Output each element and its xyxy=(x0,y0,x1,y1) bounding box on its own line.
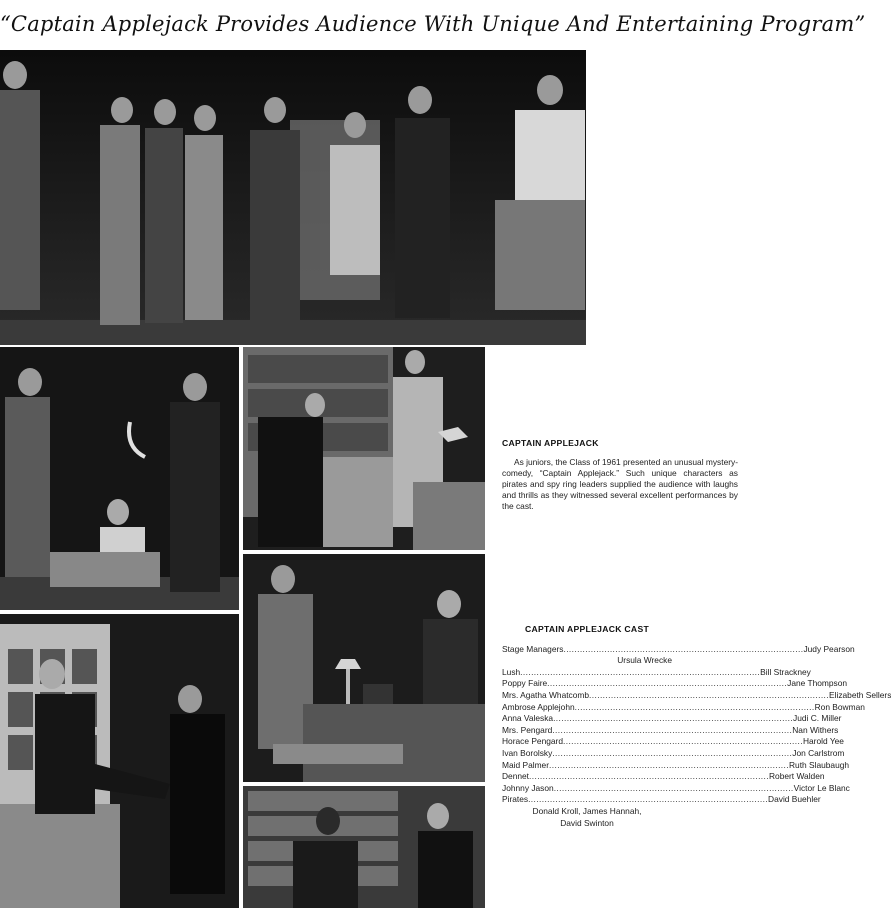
photo-bookshelf-scene xyxy=(243,786,485,908)
cast-row: Stage Managers ..... Judy Pearson xyxy=(502,644,672,656)
cast-row: Maid Palmer ..... Ruth Slaubaugh xyxy=(502,760,672,772)
page-headline: “Captain Applejack Provides Audience With Unique And Entertaining Program” xyxy=(0,12,866,36)
cast-more-pirates: Donald Kroll, James Hannah, xyxy=(532,805,642,816)
cast-row: Dennet ..... Robert Walden xyxy=(502,771,672,783)
cast-row: Mrs. Pengard ..... Nan Withers xyxy=(502,725,672,737)
photo-library-scene xyxy=(243,347,485,550)
cast-row: Ambrose Applejohn ..... Ron Bowman xyxy=(502,702,672,714)
cast-list xyxy=(502,624,891,829)
story-body: As juniors, the Class of 1961 presented an unusual mystery-comedy, “Captain Applejack.” Such unique characters as pirates and spy ring leaders supplied the audience with laughs and thrills as they witnessed several excellent performances by the cast. xyxy=(502,457,738,511)
cast-row: Mrs. Agatha Whatcomb ..... Elizabeth Sellers xyxy=(502,690,672,702)
cast-row: Pirates ..... David Buehler xyxy=(502,794,672,806)
cast-row: Horace Pengard ..... Harold Yee xyxy=(502,736,672,748)
cast-row: Poppy Faire ..... Jane Thompson xyxy=(502,678,672,690)
story-heading: CAPTAIN APPLEJACK xyxy=(502,438,599,448)
cast-more-pirates-2: David Swinton xyxy=(560,817,614,828)
photo-office-scene xyxy=(243,554,485,782)
cast-heading: CAPTAIN APPLEJACK CAST xyxy=(524,624,650,634)
photo-sword-fight xyxy=(0,347,239,610)
cast-row: Ivan Borolsky ..... Jon Carlstrom xyxy=(502,748,672,760)
cast-row: Lush ..... Bill Strackney xyxy=(502,667,672,679)
cast-row: Johnny Jason ..... Victor Le Blanc xyxy=(502,783,672,795)
cast-row-extra: Ursula Wrecke xyxy=(617,655,672,666)
story-block xyxy=(502,438,738,512)
cast-row: Anna Valeska ..... Judi C. Miller xyxy=(502,713,672,725)
photo-stage-ensemble xyxy=(0,50,586,345)
photo-window-scene xyxy=(0,614,239,908)
